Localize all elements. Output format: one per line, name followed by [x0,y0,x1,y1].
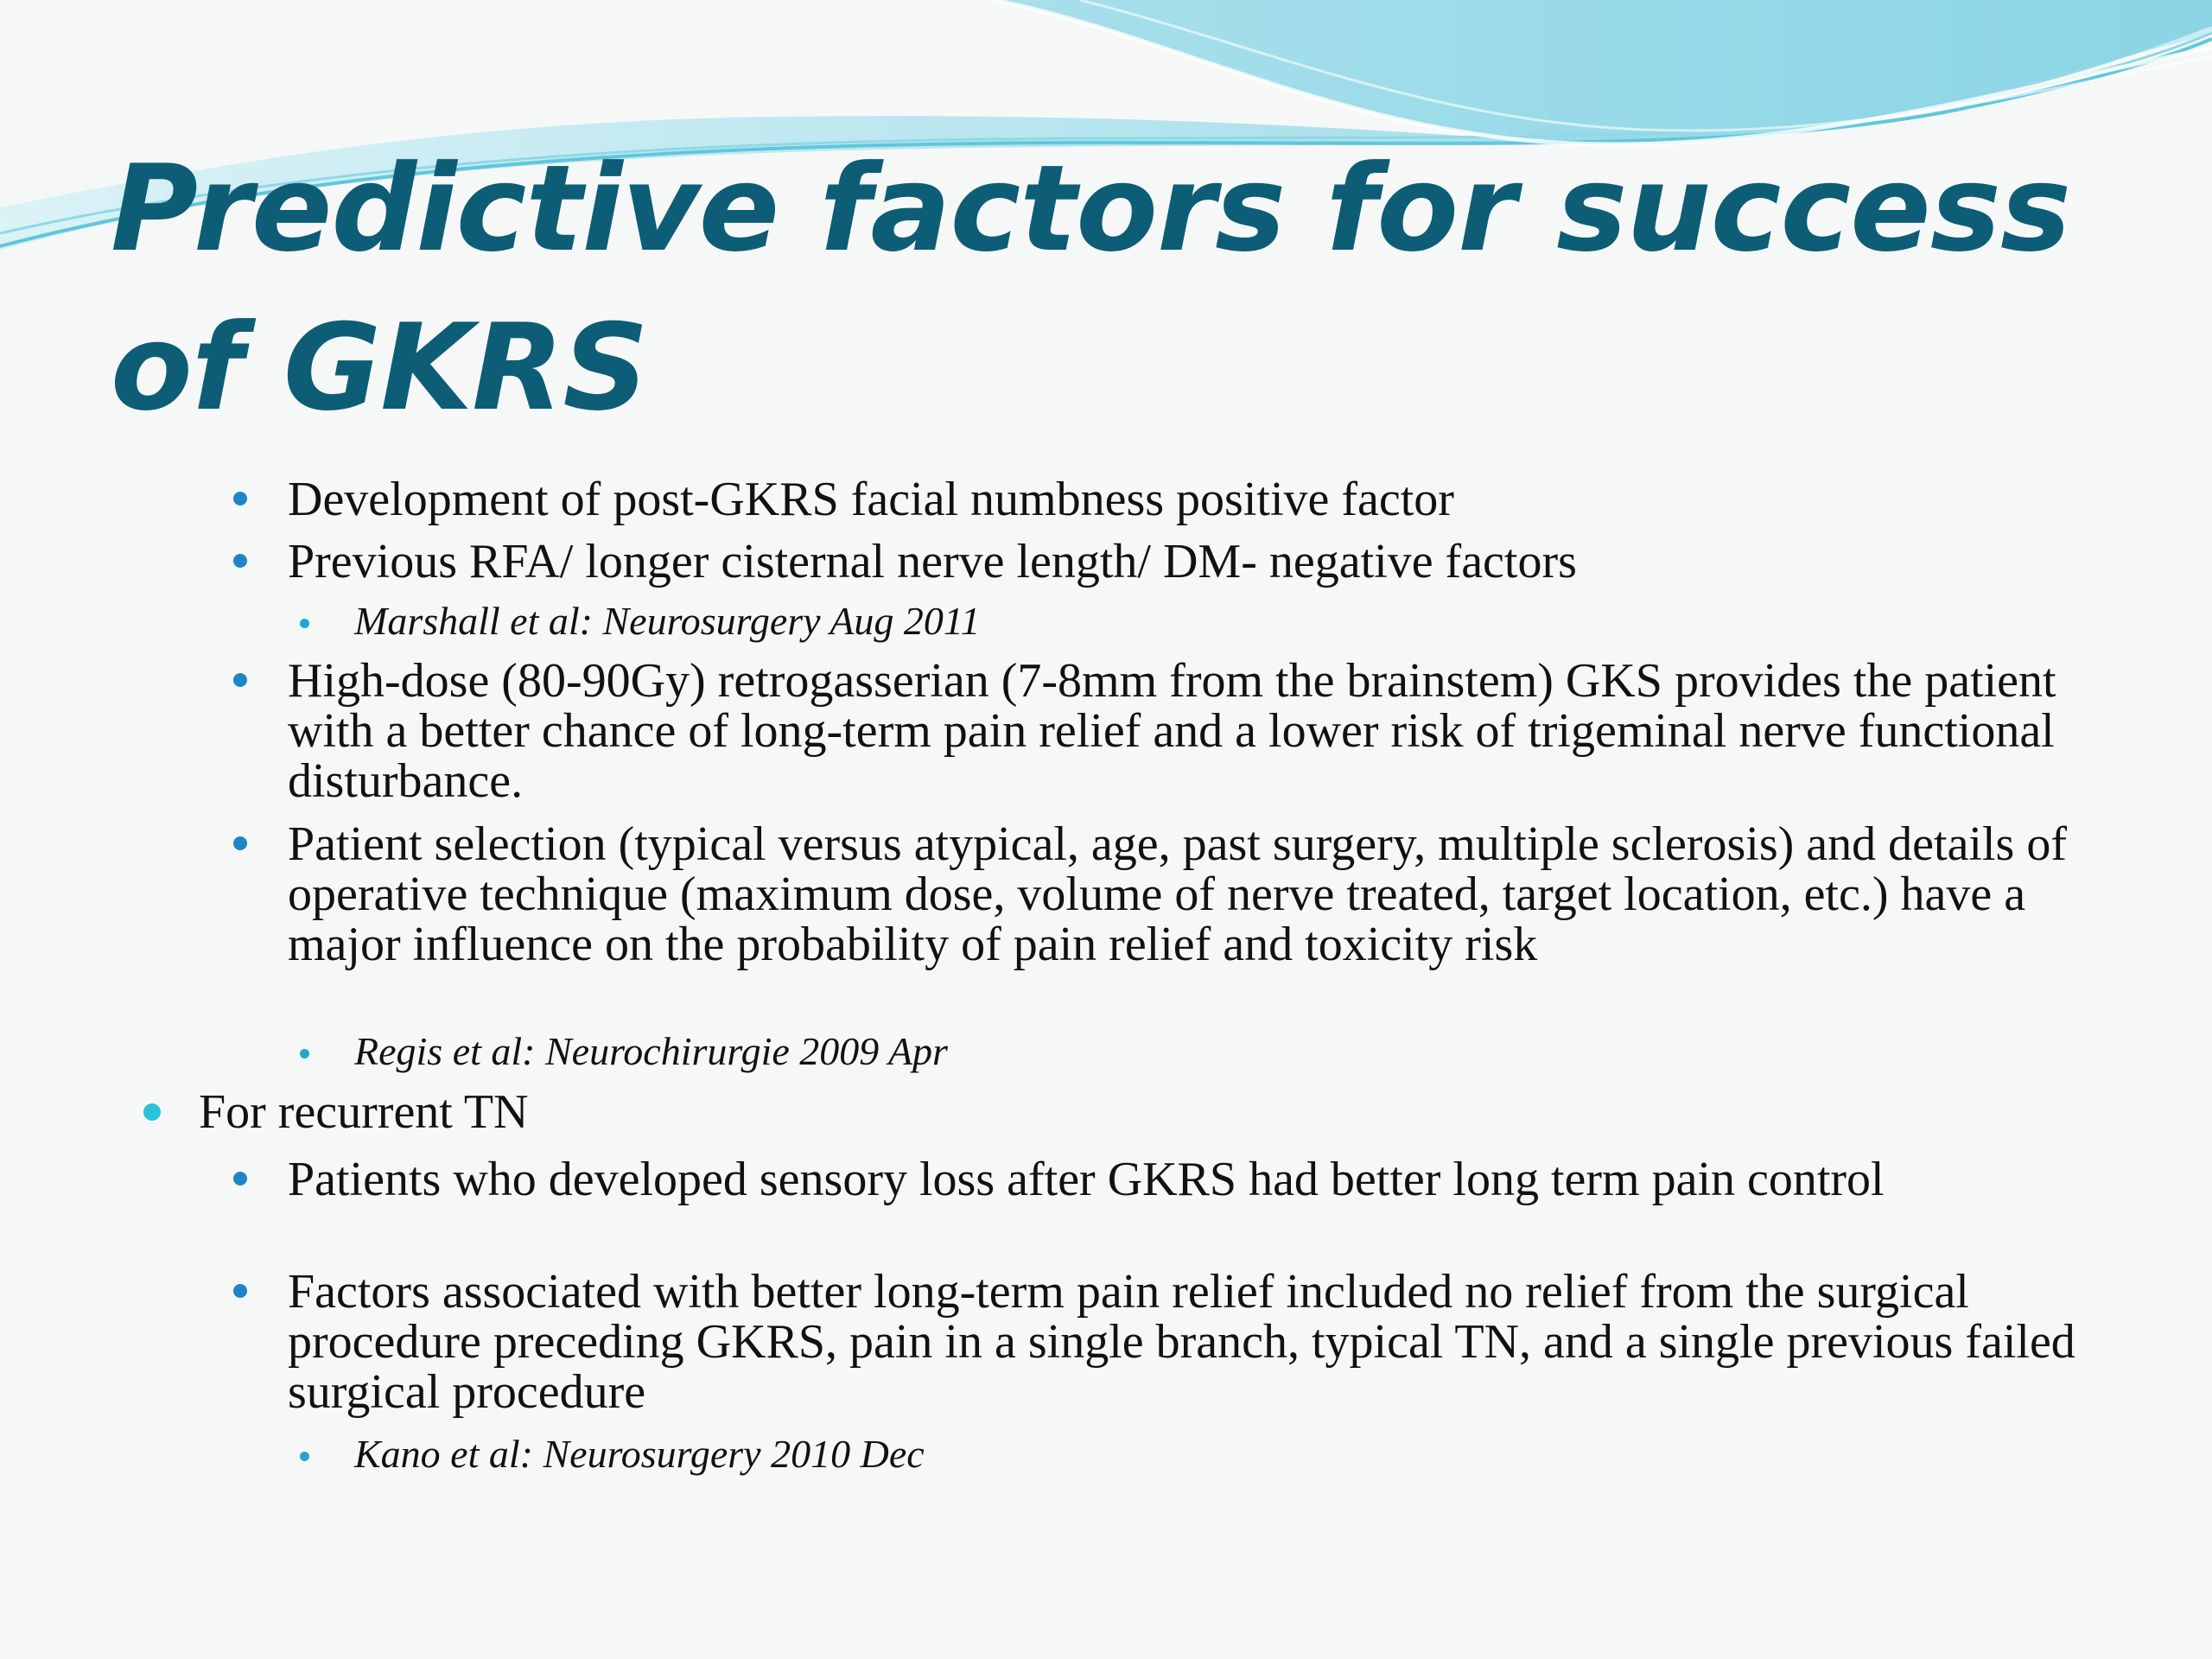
bullet-icon [300,1452,309,1461]
bullet-icon [233,1172,247,1185]
slide-title: Predictive factors for success of GKRS [111,139,2071,437]
list-item: For recurrent TN [199,1085,529,1139]
list-item: Patient selection (typical versus atypical, age, past surgery, multiple sclerosis) and details of operative technique (maximum dose, volume of nerve treated, target location, etc.) have a major influence on the probability of pain relief and toxicity risk [288,817,2067,971]
list-item: High-dose (80-90Gy) retrogasserian (7-8mm from the brainstem) GKS provides the patient with a better chance of long-term pain relief and a lower risk of trigeminal nerve functional disturbance. [288,654,2056,808]
list-item: Patients who developed sensory loss after GKRS had better long term pain control [288,1153,1885,1206]
list-item: Development of post-GKRS facial numbness positive factor [288,473,1454,526]
bullet-icon [233,836,247,850]
list-item: Factors associated with better long-term pain relief included no relief from the surgical procedure preceding GKRS, pain in a single branch, typical TN, and a single previous failed surgical procedure [288,1265,2075,1419]
bullet-icon [300,619,309,628]
bullet-icon [300,1049,309,1058]
bullet-icon [233,673,247,687]
list-item: Previous RFA/ longer cisternal nerve length/ DM- negative factors [288,535,1577,588]
bullet-icon [233,1284,247,1298]
bullet-icon [233,492,247,505]
citation: Marshall et al: Neurosurgery Aug 2011 [354,599,981,643]
bullet-icon [233,554,247,568]
bullet-icon [143,1103,161,1121]
citation: Kano et al: Neurosurgery 2010 Dec [354,1432,925,1476]
citation: Regis et al: Neurochirurgie 2009 Apr [354,1029,948,1073]
